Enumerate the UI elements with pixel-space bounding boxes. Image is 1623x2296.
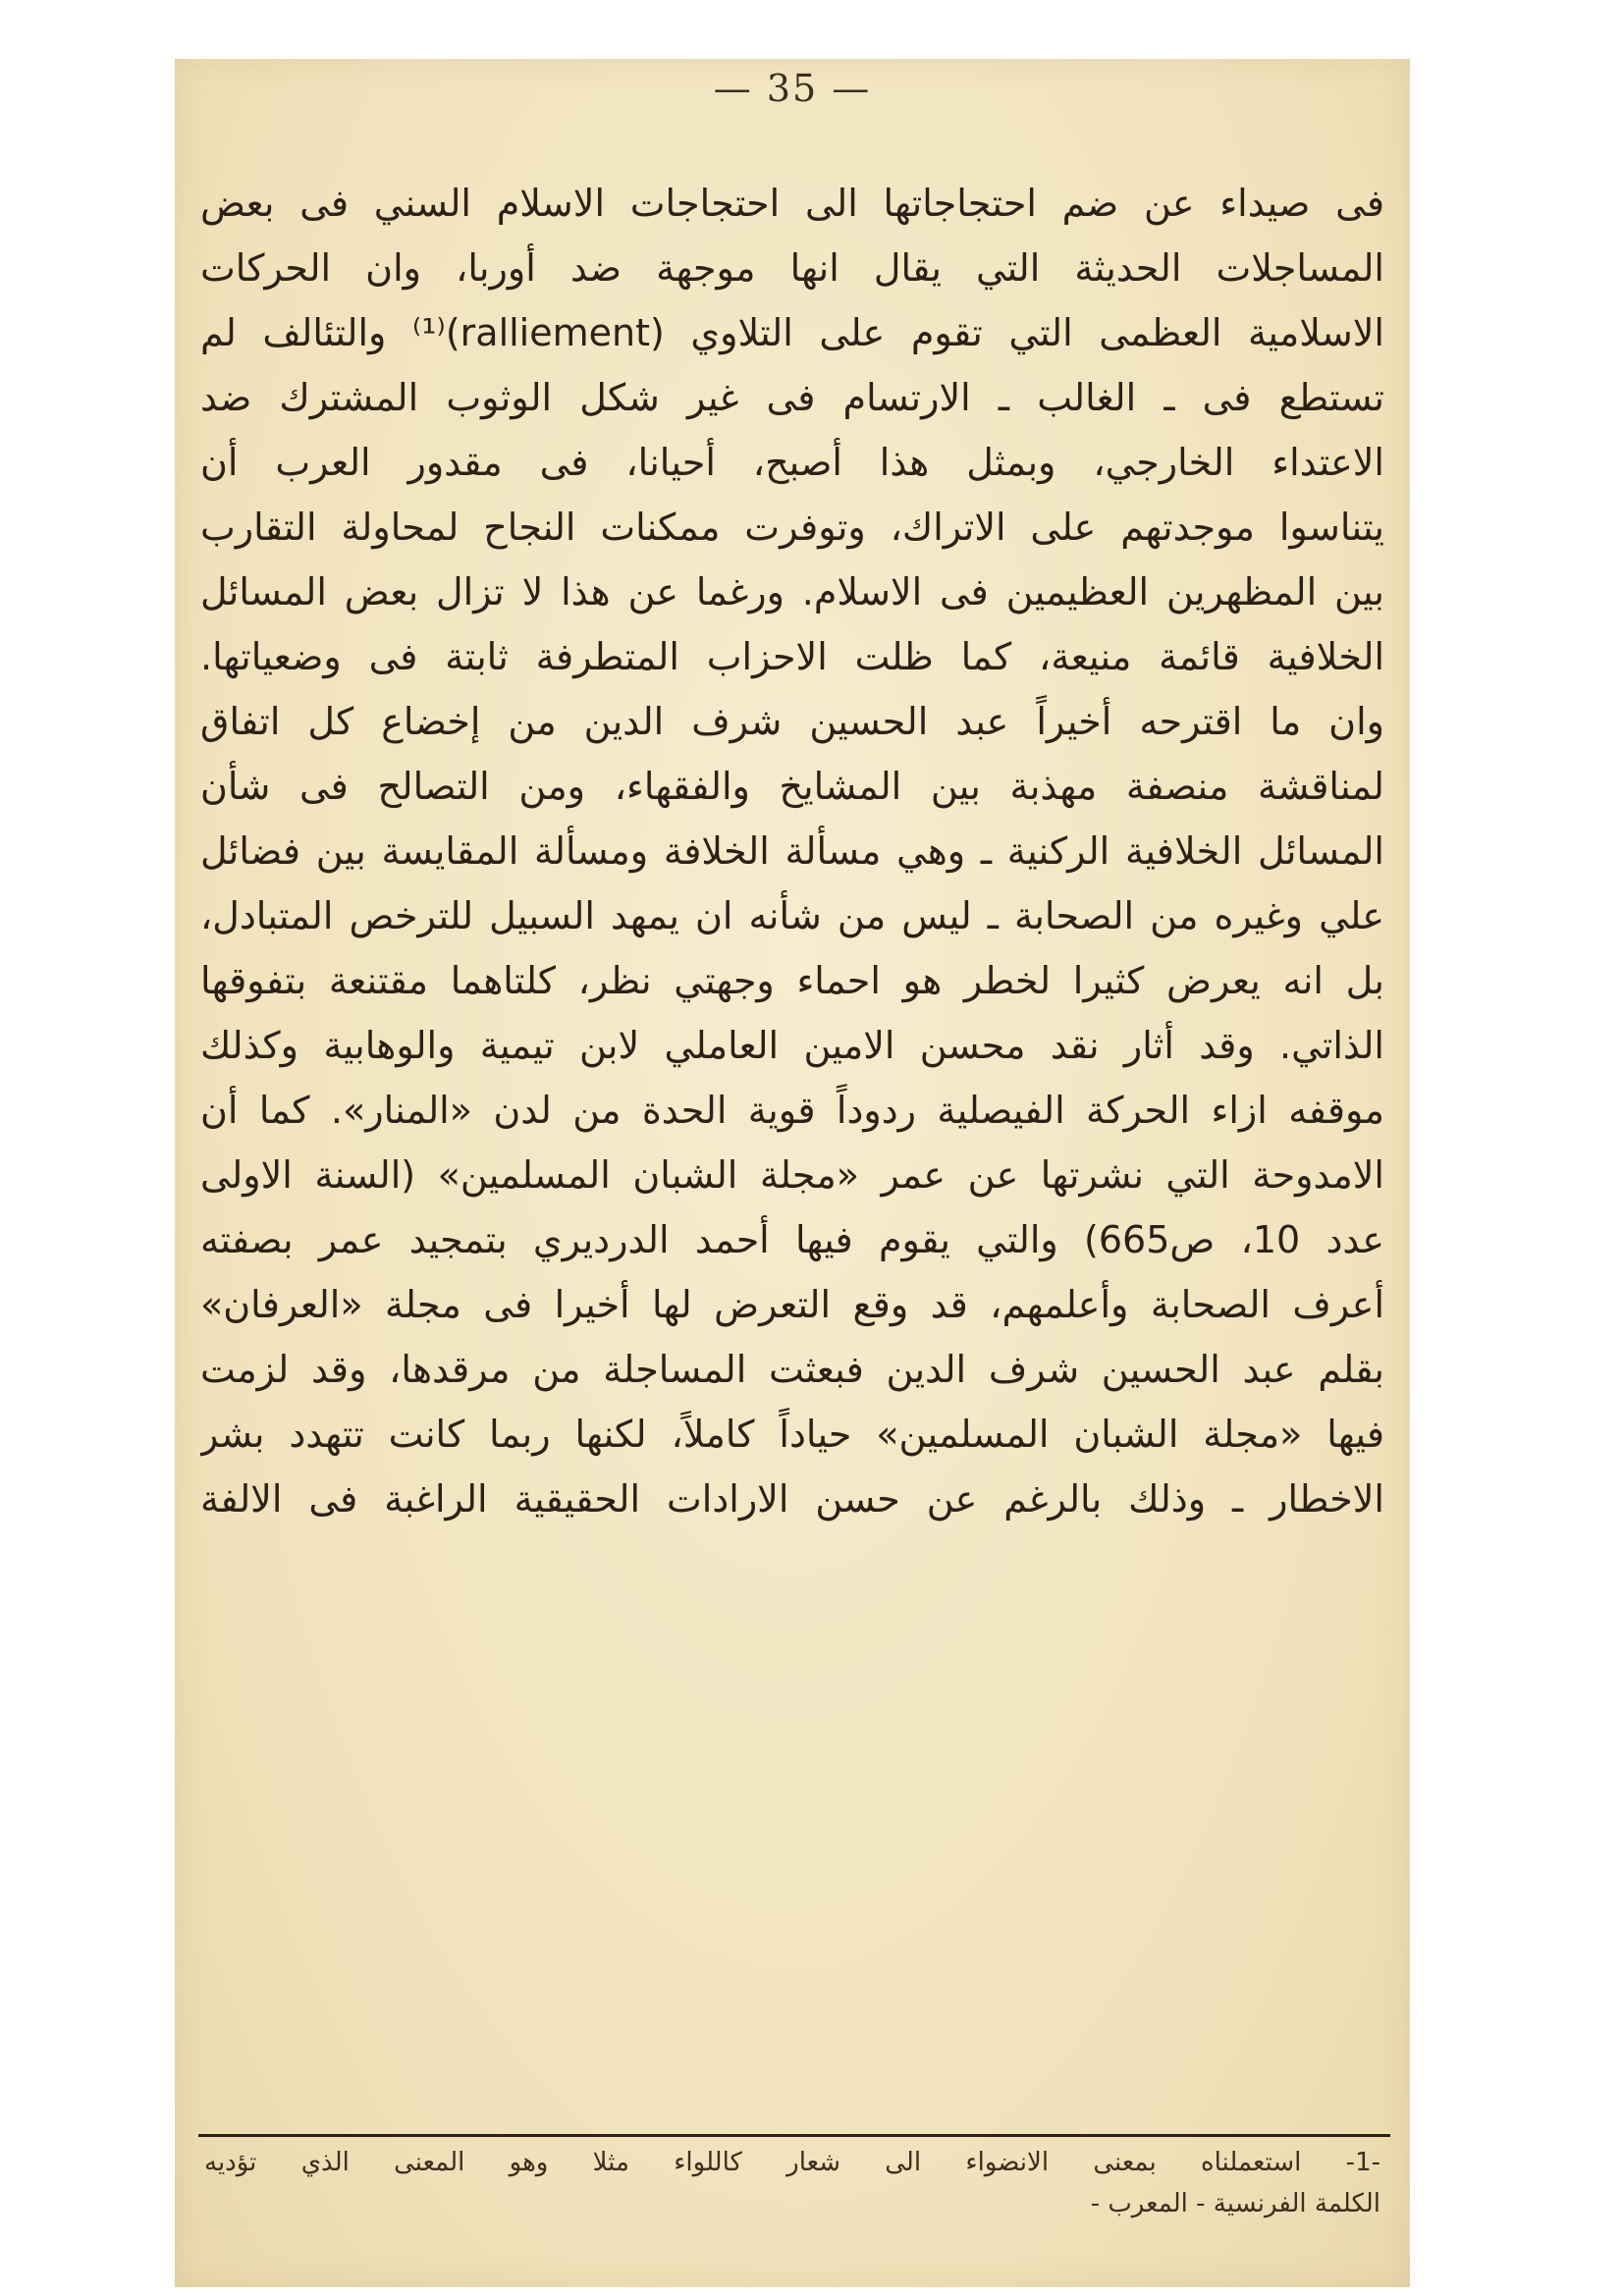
text-line: عدد 10، ص665) والتي يقوم فيها أحمد الدرديري بتمجيد عمر بصفته <box>200 1218 1384 1261</box>
text-line: المسائل الخلافية الركنية ـ وهي مسألة الخلافة ومسألة المقايسة بين فضائل <box>200 829 1384 873</box>
text-line: تستطع فی ـ الغالب ـ الارتسام فی غير شكل الوثوب المشترك ضد <box>200 376 1384 419</box>
text-line: وان ما اقترحه أخيراً عبد الحسين شرف الدين من إخضاع كل اتفاق <box>200 700 1384 743</box>
text-line: بين المظهرين العظيمين فی الاسلام. ورغما عن هذا لا تزال بعض المسائل <box>200 570 1384 614</box>
text-line: موقفه ازاء الحركة الفيصلية ردوداً قوية الحدة من لدن «المنار». كما أن <box>200 1089 1384 1132</box>
text-line: علي وغيره من الصحابة ـ ليس من شأنه ان يمهد السبيل للترخص المتبادل، <box>200 894 1384 937</box>
text-line: فی صیداء عن ضم احتجاجاتها الى احتجاجات الاسلام السني فی بعض <box>200 182 1384 225</box>
text-line: الذاتي. وقد أثار نقد محسن الامين العاملي لابن تيمية والوهابية وكذلك <box>200 1024 1384 1067</box>
text-line: أعرف الصحابة وأعلمهم، قد وقع التعرض لها أخيرا فی مجلة «العرفان» <box>200 1283 1384 1326</box>
text-line: الخلافية قائمة منيعة، كما ظلت الاحزاب المتطرفة ثابتة فی وضعياتها. <box>200 635 1384 678</box>
text-line: فيها «مجلة الشبان المسلمين» حياداً كاملاً، لكنها ربما كانت تتهدد بشر <box>200 1413 1384 1456</box>
text-line: الامدوحة التي نشرتها عن عمر «مجلة الشبان المسلمين» (السنة الاولى <box>200 1153 1384 1197</box>
footnote-line: الكلمة الفرنسية - المعرب - <box>1090 2189 1380 2218</box>
text-line: الاخطار ـ وذلك بالرغم عن حسن الارادات الحقيقية الراغبة فی الالفة <box>200 1477 1384 1521</box>
text-line: يتناسوا موجدتهم على الاتراك، وتوفرت ممكنات النجاح لمحاولة التقارب <box>200 506 1384 549</box>
text-line: لمناقشة منصفة مهذبة بين المشايخ والفقهاء، ومن التصالح فی شأن <box>200 765 1384 808</box>
text-line: الاعتداء الخارجي، وبمثل هذا أصبح، أحيانا، فی مقدور العرب أن <box>200 441 1384 484</box>
footnote-line: -1- استعملناه بمعنى الانضواء الى شعار كاللواء مثلا وهو المعنى الذي تؤديه <box>204 2148 1380 2177</box>
text-line: بقلم عبد الحسين شرف الدين فبعثت المساجلة من مرقدها، وقد لزمت <box>200 1348 1384 1391</box>
text-line: الاسلامية العظمى التي تقوم على التلاوي (ralliement)⁽¹⁾ والتئالف لم <box>200 311 1384 354</box>
page-number: — 35 — <box>713 67 872 110</box>
text-line: المساجلات الحديثة التي يقال انها موجهة ضد أوربا، وان الحركات <box>200 246 1384 290</box>
text-line: بل انه يعرض كثيرا لخطر هو احماء وجهتي نظر، كلتاهما مقتنعة بتفوقها <box>200 959 1384 1002</box>
scanned-page <box>175 59 1410 2287</box>
body-text <box>200 171 1384 1531</box>
footnote-divider <box>198 2134 1390 2137</box>
footnote <box>204 2142 1380 2224</box>
